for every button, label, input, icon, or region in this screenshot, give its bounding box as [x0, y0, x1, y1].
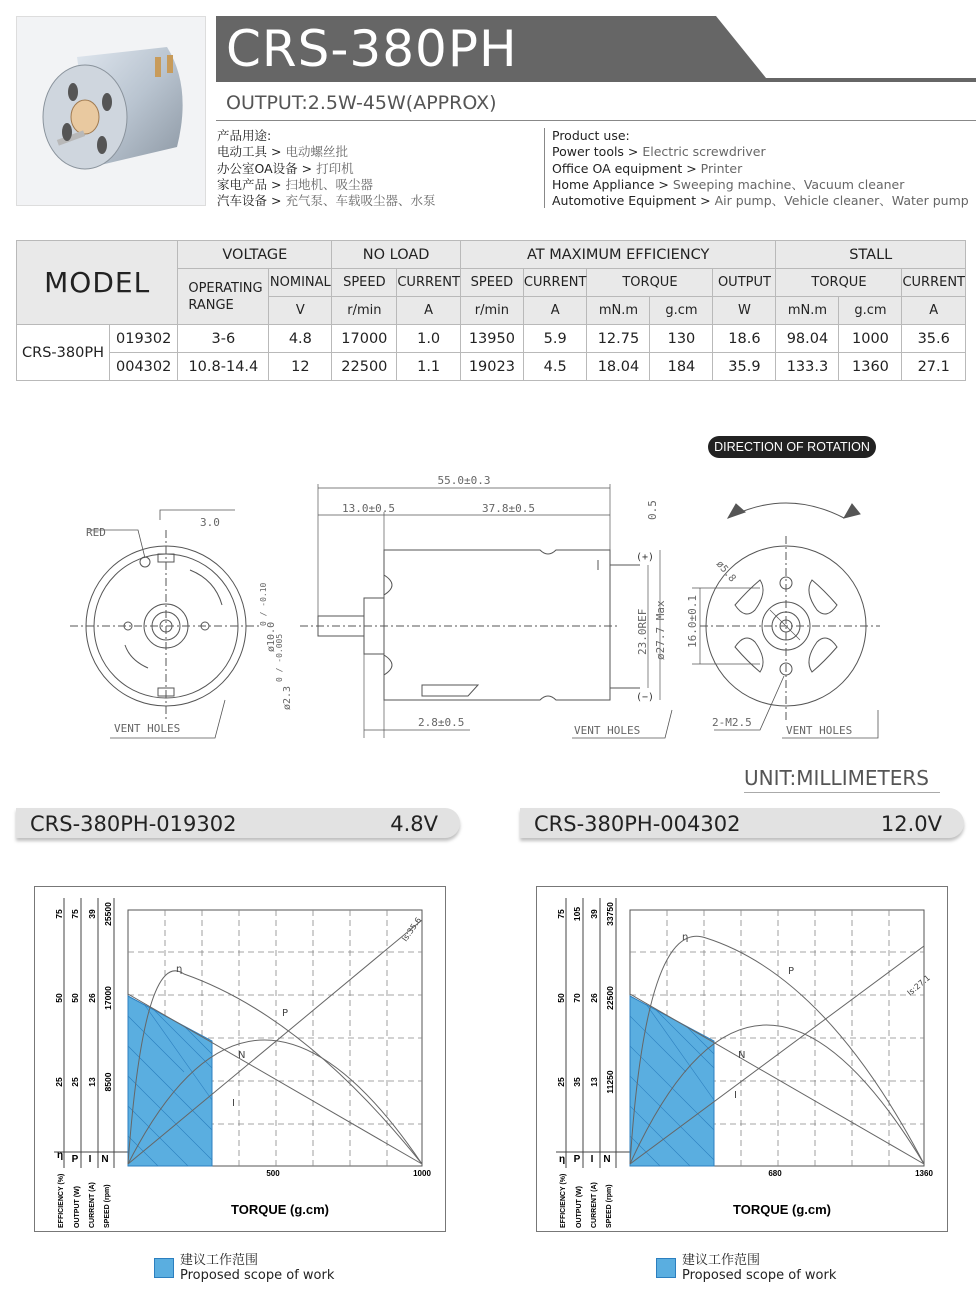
curve-label-is: Is:35.6 [400, 915, 424, 944]
table-cell: 004302 [110, 353, 178, 381]
tick: 17000 [103, 986, 113, 1010]
unit-cell: mN.m [776, 297, 839, 325]
table-cell: 35.6 [902, 325, 966, 353]
tick: 22500 [605, 986, 615, 1010]
technical-drawing [0, 420, 980, 770]
tick: 25 [556, 1077, 566, 1087]
current-header: CURRENT [902, 269, 966, 297]
noload-header: NO LOAD [332, 241, 461, 269]
chart-1-model: CRS-380PH-019302 [30, 812, 237, 836]
legend-swatch-1 [154, 1258, 174, 1278]
dim-13: 13.0±0.5 [342, 502, 395, 515]
axis-sym-n: N [603, 1154, 611, 1165]
x-tick: 1360 [915, 1169, 933, 1178]
curve-label-eta: η [682, 932, 689, 943]
legend-cn: 建议工作范围 [180, 1253, 259, 1268]
unit-cell: V [269, 297, 332, 325]
tick: 11250 [605, 1070, 615, 1094]
axis-name-speed: SPEED (rpm) [606, 1184, 613, 1228]
divider [216, 120, 976, 121]
table-cell: 1.0 [397, 325, 461, 353]
chart-2-model: CRS-380PH-004302 [534, 812, 741, 836]
table-cell: 130 [650, 325, 713, 353]
dim-16: 16.0±0.1 [686, 595, 699, 648]
tick: 50 [556, 993, 566, 1003]
output-header: OUTPUT [713, 269, 776, 297]
red-label: RED [86, 526, 106, 539]
table-cell: 019302 [110, 325, 178, 353]
curve-label-p: P [788, 966, 795, 977]
axis-sym-i: I [88, 1154, 92, 1165]
nominal-header: NOMINAL [269, 269, 332, 297]
unit-cell: A [397, 297, 461, 325]
curve-label-p: P [282, 1008, 289, 1019]
tick: 75 [54, 909, 64, 919]
tick: 33750 [605, 902, 615, 926]
vent-holes-label-1: VENT HOLES [114, 722, 181, 735]
axis-name-efficiency: EFFICIENCY (%) [560, 1173, 567, 1228]
product-use-en-row: Office OA equipment > Printer [552, 160, 743, 176]
axis-sym-eta: η [56, 1150, 64, 1161]
table-cell: 22500 [332, 353, 397, 381]
axis-sym-p: P [71, 1154, 79, 1165]
performance-chart-2 [536, 886, 948, 1232]
motor-photo [16, 16, 206, 206]
table-cell: 4.8 [269, 325, 332, 353]
unit-cell: mN.m [587, 297, 650, 325]
product-use-cn-row: 办公室OA设备 > 打印机 [217, 160, 354, 176]
terminal-minus: (−) [636, 692, 655, 703]
dim-37-8: 37.8±0.5 [482, 502, 535, 515]
curve-label-n: N [738, 1050, 746, 1061]
product-use-en-row: Automotive Equipment > Air pump、Vehicle cleaner、Water pump [552, 193, 969, 209]
output-range: OUTPUT:2.5W-45W(APPROX) [226, 92, 497, 114]
tick: 35 [572, 1077, 582, 1087]
tick: 25500 [103, 902, 113, 926]
operating-range-header: OPERATING RANGE [178, 269, 269, 325]
x-axis-label: TORQUE (g.cm) [231, 1202, 329, 1217]
table-cell: 133.3 [776, 353, 839, 381]
tick: 50 [54, 993, 64, 1003]
dim-shaft-10-tol: 0 / -0.10 [259, 582, 268, 626]
legend-1 [180, 1253, 334, 1283]
terminal-plus: (+) [636, 552, 655, 563]
tick: 75 [70, 909, 80, 919]
axis-name-current: CURRENT (A) [591, 1182, 598, 1228]
legend-2 [682, 1253, 836, 1283]
unit-cell: r/min [460, 297, 523, 325]
table-cell: 4.5 [523, 353, 587, 381]
axis-sym-i: I [590, 1154, 594, 1165]
table-cell: 18.04 [587, 353, 650, 381]
product-title: CRS-380PH [226, 20, 518, 78]
dim-0-5: 0.5 [646, 500, 659, 520]
current-header: CURRENT [397, 269, 461, 297]
x-tick: 1000 [413, 1169, 431, 1178]
table-cell: 1000 [839, 325, 902, 353]
product-use-en [552, 128, 969, 209]
unit-cell: r/min [332, 297, 397, 325]
unit-cell: A [902, 297, 966, 325]
table-cell: 98.04 [776, 325, 839, 353]
tick: 75 [556, 909, 566, 919]
axis-sym-eta: η [558, 1154, 566, 1165]
table-cell: 5.9 [523, 325, 587, 353]
tick: 8500 [103, 1072, 113, 1092]
tick: 26 [589, 993, 599, 1003]
unit-cell: W [713, 297, 776, 325]
table-cell: 12.75 [587, 325, 650, 353]
unit-label: UNIT:MILLIMETERS [744, 766, 929, 790]
left-end-view [70, 510, 260, 738]
product-use-en-heading: Product use: [552, 128, 630, 143]
table-cell: 12 [269, 353, 332, 381]
tick: 39 [87, 909, 97, 919]
dim-2-8: 2.8±0.5 [418, 716, 465, 729]
speed-header: SPEED [332, 269, 397, 297]
legend-cn: 建议工作范围 [682, 1253, 761, 1268]
rotation-label: DIRECTION OF ROTATION [714, 440, 870, 454]
x-tick: 680 [768, 1169, 782, 1178]
product-use-cn-heading: 产品用途: [217, 128, 272, 143]
x-tick: 500 [266, 1169, 280, 1178]
table-cell: 27.1 [902, 353, 966, 381]
dim-3: 3.0 [200, 516, 220, 529]
unit-cell: A [523, 297, 587, 325]
use-divider [544, 128, 545, 208]
voltage-header: VOLTAGE [178, 241, 332, 269]
curve-label-is: Is:27.1 [905, 973, 933, 998]
tick: 39 [589, 909, 599, 919]
table-cell: 3-6 [178, 325, 269, 353]
dim-5-8: ø5.8 [713, 558, 738, 585]
product-use-cn-row: 汽车设备 > 充气泵、车载吸尘器、水泵 [217, 193, 436, 209]
tick: 105 [572, 906, 582, 922]
product-use-en-row: Power tools > Electric screwdriver [552, 144, 766, 160]
chart-banner-2 [520, 808, 964, 838]
table-cell: 184 [650, 353, 713, 381]
table-cell: 1360 [839, 353, 902, 381]
table-cell: 19023 [460, 353, 523, 381]
tick: 25 [54, 1077, 64, 1087]
legend-en: Proposed scope of work [682, 1268, 837, 1283]
maxeff-header: AT MAXIMUM EFFICIENCY [460, 241, 776, 269]
axis-name-output: OUTPUT (W) [576, 1186, 583, 1228]
performance-chart-1 [34, 886, 446, 1232]
dim-23-ref: 23.0REF [636, 608, 649, 655]
speed-header: SPEED [460, 269, 523, 297]
legend-swatch-2 [656, 1258, 676, 1278]
table-row [17, 325, 966, 353]
current-header: CURRENT [523, 269, 587, 297]
product-use-cn-row: 家电产品 > 扫地机、吸尘器 [217, 176, 373, 192]
axis-name-current: CURRENT (A) [89, 1182, 96, 1228]
tick: 25 [70, 1077, 80, 1087]
dim-55: 55.0±0.3 [437, 474, 491, 487]
chart-1-voltage: 4.8V [390, 812, 438, 836]
unit-cell: g.cm [839, 297, 902, 325]
right-end-view [700, 503, 880, 738]
torque-header: TORQUE [776, 269, 902, 297]
table-cell: 10.8-14.4 [178, 353, 269, 381]
product-use-cn-row: 电动工具 > 电动螺丝批 [217, 144, 348, 160]
product-use-cn [217, 128, 435, 209]
axis-sym-p: P [573, 1154, 581, 1165]
dim-shaft-10: ø10.0 [266, 621, 277, 652]
axis-name-efficiency: EFFICIENCY (%) [58, 1173, 65, 1228]
tick: 26 [87, 993, 97, 1003]
curve-label-n: N [238, 1050, 246, 1061]
axis-name-speed: SPEED (rpm) [104, 1184, 111, 1228]
unit-cell: g.cm [650, 297, 713, 325]
vent-holes-label-3: VENT HOLES [786, 724, 853, 737]
table-cell: 35.9 [713, 353, 776, 381]
table-cell: 13950 [460, 325, 523, 353]
curve-label-i: I [232, 1098, 235, 1109]
tick: 13 [589, 1077, 599, 1087]
spec-table [16, 240, 966, 381]
vent-holes-label-2: VENT HOLES [574, 724, 641, 737]
x-axis-label: TORQUE (g.cm) [733, 1202, 831, 1217]
chart-banner-1 [16, 808, 460, 838]
curve-label-i: I [734, 1090, 737, 1101]
tick: 13 [87, 1077, 97, 1087]
motor-image [17, 17, 205, 205]
model-name-cell: CRS-380PH [17, 325, 110, 381]
chart-2-voltage: 12.0V [880, 812, 942, 836]
torque-header: TORQUE [587, 269, 713, 297]
table-cell: 1.1 [397, 353, 461, 381]
tick: 70 [572, 993, 582, 1003]
curve-label-eta: η [176, 964, 183, 975]
table-cell: 17000 [332, 325, 397, 353]
legend-en: Proposed scope of work [180, 1268, 335, 1283]
dim-shaft-2-3: ø2.3 [282, 685, 293, 710]
product-use-en-row: Home Appliance > Sweeping machine、Vacuum cleaner [552, 176, 905, 192]
table-cell: 18.6 [713, 325, 776, 353]
axis-sym-n: N [101, 1154, 109, 1165]
table-row [17, 353, 966, 381]
unit-underline [744, 792, 940, 793]
dim-shaft-2-3-tol: 0 / -0.005 [275, 633, 284, 682]
dim-27-7: ø27.7 Max [654, 600, 667, 660]
tick: 50 [70, 993, 80, 1003]
m2-5-label: 2-M2.5 [712, 716, 752, 729]
model-header: MODEL [17, 241, 178, 325]
stall-header: STALL [776, 241, 966, 269]
axis-name-output: OUTPUT (W) [74, 1186, 81, 1228]
